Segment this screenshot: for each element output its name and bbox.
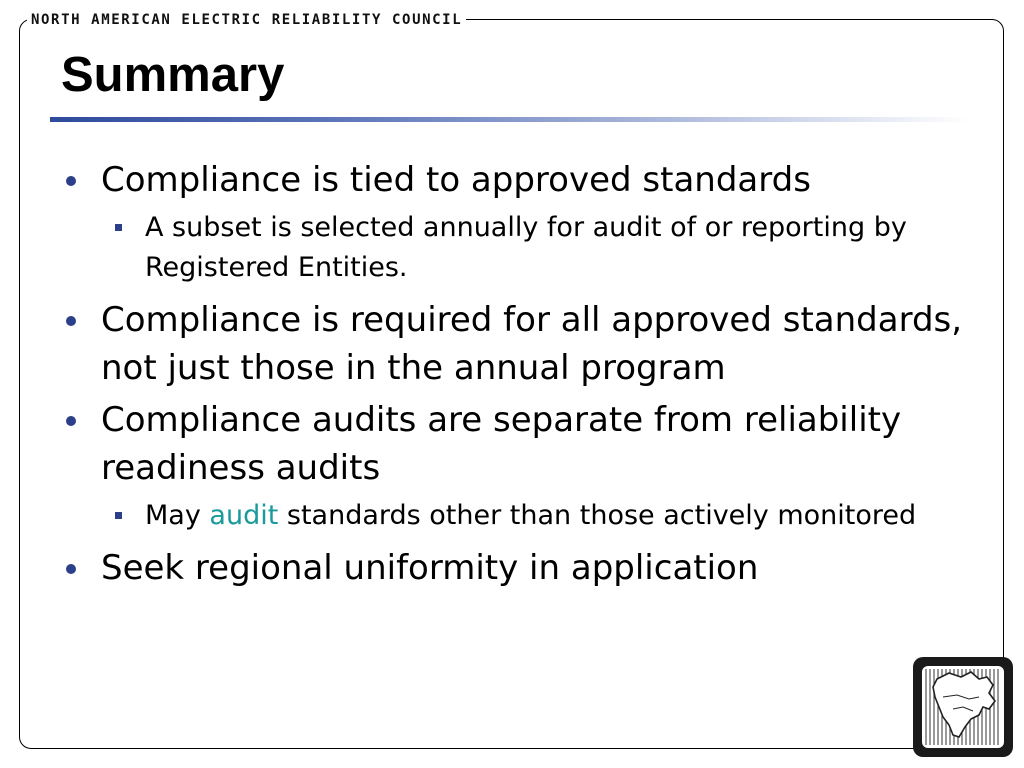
bullet-item (64, 544, 964, 592)
sub-bullet-item (64, 208, 964, 288)
sub-bullet-text: A subset is selected annually for audit of or reporting by Registered Entities. (145, 212, 907, 283)
nerc-logo (913, 657, 1013, 757)
slide-title: Summary (61, 48, 285, 102)
bullet-text: Compliance is tied to approved standards (101, 160, 811, 200)
bullet-item (64, 296, 964, 392)
bullet-item (64, 156, 964, 204)
bullet-text: Compliance is required for all approved standards, not just those in the annual program (101, 300, 963, 388)
sub-bullet-item (64, 496, 964, 536)
bullet-item (64, 396, 964, 492)
round-bullet-icon (66, 316, 76, 326)
bullet-text: Compliance audits are separate from reliability readiness audits (101, 400, 902, 488)
square-bullet-icon (115, 512, 122, 519)
audit-link[interactable]: audit (209, 500, 279, 531)
sub-bullet-text-before: May (145, 500, 210, 531)
round-bullet-icon (66, 416, 76, 426)
title-underline (50, 117, 970, 122)
bullet-text: Seek regional uniformity in application (101, 548, 759, 588)
square-bullet-icon (115, 224, 122, 231)
round-bullet-icon (66, 564, 76, 574)
bullet-list (64, 156, 964, 596)
north-america-map-icon (913, 657, 1013, 757)
round-bullet-icon (66, 176, 76, 186)
sub-bullet-text-after: standards other than those actively monitored (278, 500, 917, 531)
org-header: NORTH AMERICAN ELECTRIC RELIABILITY COUNCIL (27, 10, 466, 30)
